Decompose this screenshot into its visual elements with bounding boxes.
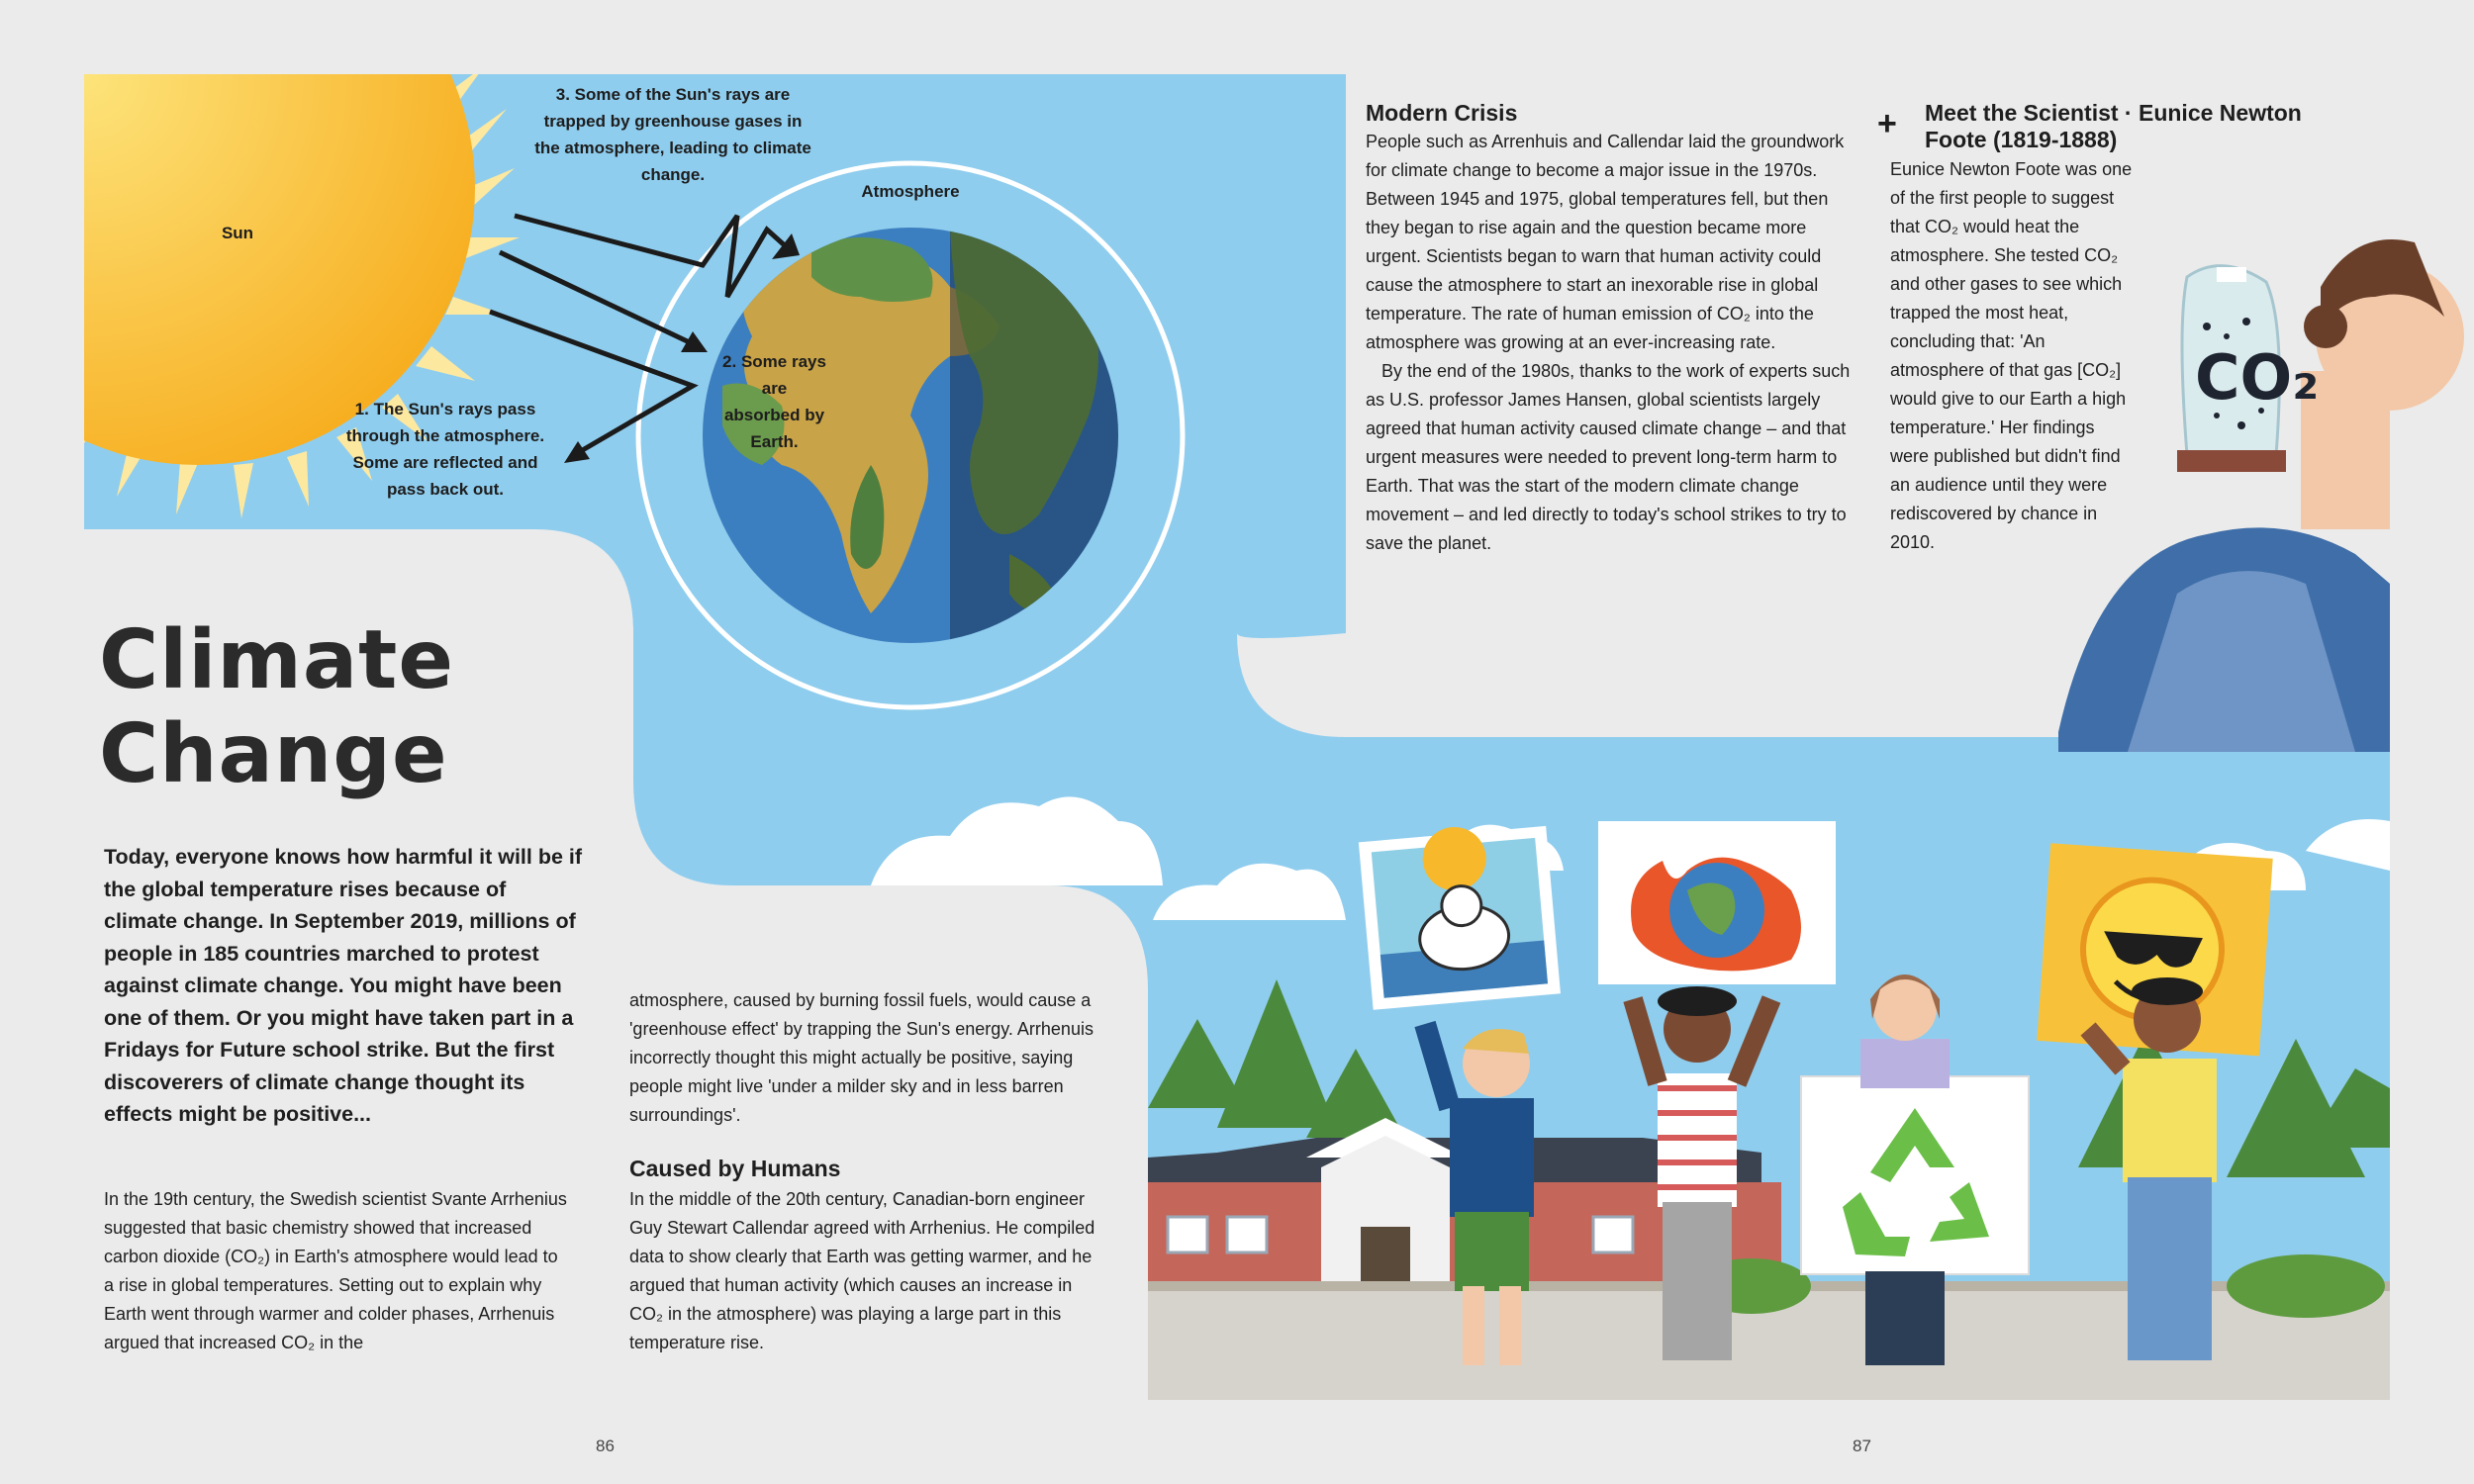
title-line-2: Change (99, 707, 448, 801)
page-title (99, 613, 454, 801)
note-trapped-rays: 3. Some of the Sun's rays are trapped by greenhouse gases in the atmosphere, leading to climate change. (534, 85, 811, 184)
plus-icon: + (1877, 105, 1897, 142)
body-column-2: atmosphere, caused by burning fossil fuels, would cause a 'greenhouse effect' by trapping the Sun's energy. Arrhenuis incorrectly thought this might actually be positive, saying people might live 'under a milder sky and in less barren surroundings'. (629, 990, 1094, 1125)
page-number-left: 86 (596, 1437, 615, 1455)
caused-heading: Caused by Humans (629, 1156, 841, 1181)
sign-polar-bear (1358, 819, 1561, 1010)
caused-text: In the middle of the 20th century, Canadian-born engineer Guy Stewart Callendar agreed with Arrhenius. He compiled data to show clearly that Earth was getting warmer, and he argued that human activity (which causes an increase in CO₂ in the atmosphere) was playing a large part in this temperature rise. (629, 1189, 1095, 1352)
sign-recycle (1801, 1076, 2029, 1274)
modern-para-1: People such as Arrenhuis and Callendar laid the groundwork for climate change to become a major issue in the 1970s. Between 1945 and 1975, global temperatures fell, but then they began to rise again and the question became more urgent. Scientists began to warn that human activity could cause the atmosphere to start an inexorable rise in global temperature. The rate of human emission of CO₂ into the atmosphere was growing at an ever-increasing rate. (1366, 132, 1845, 352)
modern-heading: Modern Crisis (1366, 100, 1518, 126)
body-column-1: In the 19th century, the Swedish scientist Svante Arrhenius suggested that basic chemistry showed that increased carbon dioxide (CO₂) in Earth's atmosphere would lead to a rise in global temperatures. Setting out to explain why Earth went through warmer and colder phases, Arrhenuis argued that increased CO₂ in the (104, 1189, 567, 1352)
atmosphere-label: Atmosphere (861, 182, 960, 201)
modern-text (1366, 128, 1851, 558)
page-number-right: 87 (1853, 1437, 1871, 1455)
title-line-1: Climate (99, 613, 454, 707)
scientist-text: Eunice Newton Foote was one of the first people to suggest that CO₂ would heat the atmosphere. She tested CO₂ and other gases to see which trapped the most heat, concluding that: 'An atmosphere of that gas [CO₂] would give to our Earth a high temperature.' Her findings were published but didn't find an audience until they were rediscovered by chance in 2010. (1890, 159, 2133, 552)
note-reflected-rays: 1. The Sun's rays pass through the atmosphere. Some are reflected and pass back out. (345, 400, 545, 499)
sun-label: Sun (221, 224, 254, 242)
co2-jar-label: CO₂ (2195, 341, 2320, 414)
sign-burning-earth (1598, 821, 1836, 984)
note-absorbed-rays: 2. Some rays are absorbed by Earth. (722, 352, 826, 451)
modern-para-2: By the end of the 1980s, thanks to the work of experts such as U.S. professor James Hansen, global scientists largely agreed that human activity caused climate change – and that urgent measures were needed to prevent long-term harm to Earth. That was the start of the modern climate change movement – and led directly to today's school strikes to try to save the planet. (1366, 361, 1851, 553)
scientist-heading: Meet the Scientist · Eunice Newton Foote (1819-1888) (1925, 100, 2302, 152)
intro-paragraph: Today, everyone knows how harmful it will be if the global temperature rises because of climate change. In September 2019, millions of people in 185 countries marched to protest against climate change. You might have been one of them. Or you might have taken part in a Fridays for Future school strike. But the first discoverers of climate change thought its effects might be positive... (104, 845, 583, 1126)
